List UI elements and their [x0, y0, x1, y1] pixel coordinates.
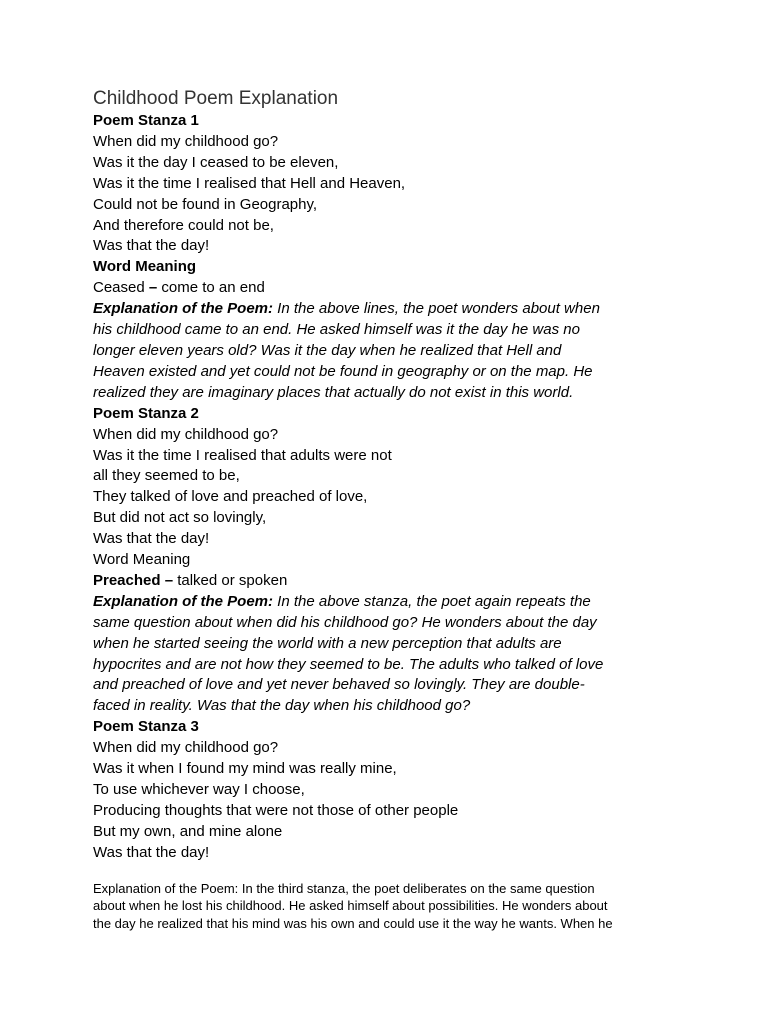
explanation-text: about when he lost his childhood. He asked himself about possibilities. He wonders about	[93, 898, 608, 914]
poem-line: When did my childhood go?	[93, 132, 279, 150]
poem-line: But my own, and mine alone	[93, 822, 283, 840]
poem-line: To use whichever way I choose,	[93, 781, 305, 798]
poem-line: Was it the day I ceased to be eleven,	[93, 153, 339, 171]
word-term: Ceased	[93, 279, 149, 297]
word-meaning-entry	[93, 278, 673, 299]
poem-line: Producing thoughts that were not those of other people	[93, 801, 459, 819]
explanation-text: the day he realized that his mind was his own and could use it the way he wants. When he	[93, 916, 613, 932]
word-definition: come to an end	[157, 279, 265, 297]
poem-line: all they seemed to be,	[93, 467, 240, 485]
explanation-label: Explanation of the Poem:	[93, 592, 274, 610]
word-meaning-heading: Word Meaning	[93, 551, 191, 569]
stanza-2-heading: Poem Stanza 2	[93, 404, 199, 422]
stanza-3-heading: Poem Stanza 3	[93, 718, 199, 736]
word-term: Preached –	[93, 571, 174, 589]
explanation-text: same question about when did his childhood go? He wonders about the day	[93, 613, 597, 631]
word-definition: talked or spoken	[173, 571, 288, 589]
poem-line: Was it the time I realised that adults were not	[93, 446, 392, 464]
explanation-text: faced in reality. Was that the day when his childhood go?	[93, 697, 471, 715]
word-meaning-entry	[93, 571, 673, 592]
poem-line: But did not act so lovingly,	[93, 509, 267, 527]
page-title: Childhood Poem Explanation	[93, 88, 339, 109]
poem-line: Was that the day!	[93, 530, 210, 548]
stanza-1-heading: Poem Stanza 1	[93, 112, 199, 129]
explanation-text: and preached of love and yet never behaved so lovingly. They are double-	[93, 676, 585, 694]
explanation-paragraph-small	[93, 880, 665, 933]
explanation-text: In the above lines, the poet wonders about when	[273, 300, 600, 318]
poem-line: They talked of love and preached of love,	[93, 488, 368, 506]
explanation-text: realized they are imaginary places that actually do not exist in this world.	[93, 383, 574, 401]
word-dash: –	[148, 279, 158, 297]
word-meaning-heading: Word Meaning	[93, 258, 197, 276]
explanation-text: Explanation of the Poem: In the third stanza, the poet deliberates on the same question	[93, 880, 595, 896]
poem-line: Could not be found in Geography,	[93, 195, 318, 213]
poem-line: When did my childhood go?	[93, 739, 279, 757]
explanation-text: longer eleven years old? Was it the day when he realized that Hell and	[93, 341, 562, 359]
poem-line: Was it when I found my mind was really mine,	[93, 760, 397, 778]
explanation-paragraph	[93, 592, 673, 717]
poem-line: Was that the day!	[93, 843, 210, 861]
poem-line: And therefore could not be,	[93, 216, 274, 234]
explanation-text: hypocrites and are not how they seemed to be. The adults who talked of love	[93, 655, 604, 673]
poem-line: Was it the time I realised that Hell and Heaven,	[93, 174, 406, 192]
explanation-paragraph	[93, 299, 673, 404]
poem-line: Was that the day!	[93, 237, 210, 255]
document-page	[93, 86, 673, 933]
explanation-text: when he started seeing the world with a new perception that adults are	[93, 634, 562, 652]
poem-line: When did my childhood go?	[93, 425, 279, 443]
explanation-label: Explanation of the Poem:	[93, 300, 274, 318]
explanation-text: Heaven existed and yet could not be found in geography or on the map. He	[93, 362, 593, 380]
explanation-text: In the above stanza, the poet again repeats the	[273, 592, 591, 610]
explanation-text: his childhood came to an end. He asked himself was it the day he was no	[93, 321, 580, 339]
